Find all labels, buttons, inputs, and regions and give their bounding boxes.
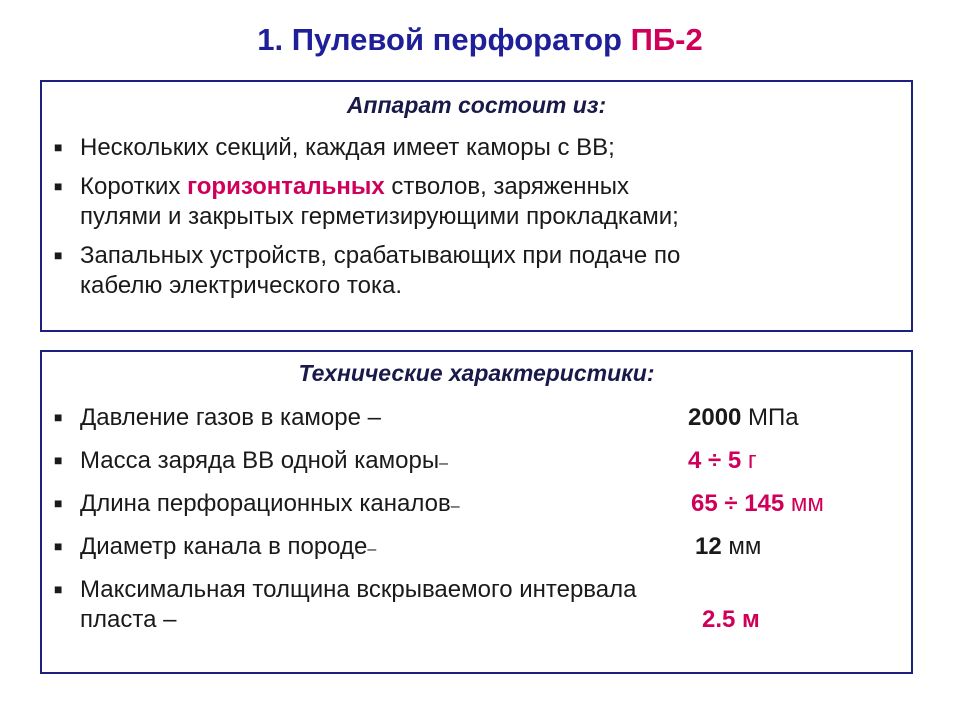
composition-list bbox=[42, 133, 911, 301]
spec-number: 4 ÷ 5 bbox=[688, 447, 742, 474]
spec-unit: мм bbox=[721, 533, 762, 560]
spec-label: пласта – bbox=[80, 606, 177, 633]
square-bullet-icon: ■ bbox=[54, 538, 63, 554]
spec-number: 2000 bbox=[688, 404, 742, 431]
item-text-line2: кабелю электрического тока. bbox=[80, 272, 402, 299]
spec-dash: – bbox=[367, 541, 377, 558]
spec-value bbox=[691, 489, 824, 519]
spec-unit: г bbox=[741, 447, 757, 474]
list-item bbox=[42, 133, 911, 163]
spec-number: 12 bbox=[695, 533, 722, 560]
spec-dash: – bbox=[439, 455, 448, 472]
item-text-line2: пулями и закрытых герметизирующими прокладками; bbox=[80, 203, 679, 230]
spec-number: 65 ÷ 145 bbox=[691, 490, 785, 517]
spec-label: Диаметр канала в породе bbox=[80, 533, 368, 560]
spec-value bbox=[702, 605, 760, 635]
spec-value bbox=[688, 446, 757, 476]
square-bullet-icon: ■ bbox=[54, 495, 63, 511]
item-text: Нескольких секций, каждая имеет каморы с ВВ; bbox=[80, 134, 615, 161]
spec-row bbox=[42, 403, 911, 433]
specs-box bbox=[40, 350, 913, 674]
spec-row bbox=[42, 575, 911, 635]
square-bullet-icon: ■ bbox=[54, 139, 63, 155]
composition-box bbox=[40, 80, 913, 332]
item-highlight: горизонтальных bbox=[187, 173, 385, 200]
spec-label-line1: Максимальная толщина вскрываемого интервала bbox=[80, 576, 637, 603]
specs-heading: Технические характеристики: bbox=[298, 360, 655, 386]
spec-label: Давление газов в каморе – bbox=[80, 404, 381, 431]
square-bullet-icon: ■ bbox=[54, 178, 63, 194]
list-item bbox=[42, 172, 911, 232]
square-bullet-icon: ■ bbox=[54, 581, 63, 597]
spec-unit: м bbox=[735, 606, 760, 633]
spec-row bbox=[42, 489, 911, 519]
square-bullet-icon: ■ bbox=[54, 409, 63, 425]
item-text-line1: Запальных устройств, срабатывающих при подаче по bbox=[80, 242, 681, 269]
composition-heading: Аппарат состоит из: bbox=[346, 92, 607, 118]
spec-value bbox=[695, 532, 761, 562]
spec-label: Длина перфорационных каналов bbox=[80, 490, 451, 517]
title-main: 1. Пулевой перфоратор bbox=[257, 22, 631, 57]
spec-row bbox=[42, 446, 911, 476]
item-text-before: Коротких bbox=[80, 173, 188, 200]
specs-list bbox=[42, 403, 911, 635]
square-bullet-icon: ■ bbox=[54, 452, 63, 468]
slide-title bbox=[0, 22, 960, 58]
spec-value bbox=[688, 403, 799, 433]
spec-label: Масса заряда ВВ одной каморы bbox=[80, 447, 440, 474]
spec-row bbox=[42, 532, 911, 562]
title-accent: ПБ-2 bbox=[630, 22, 703, 57]
spec-unit: МПа bbox=[741, 404, 799, 431]
spec-number: 2.5 bbox=[702, 606, 736, 633]
item-text-after: стволов, заряженных bbox=[384, 173, 630, 200]
spec-unit: мм bbox=[784, 490, 824, 517]
square-bullet-icon: ■ bbox=[54, 247, 63, 263]
list-item bbox=[42, 241, 911, 301]
spec-dash: – bbox=[450, 498, 460, 515]
